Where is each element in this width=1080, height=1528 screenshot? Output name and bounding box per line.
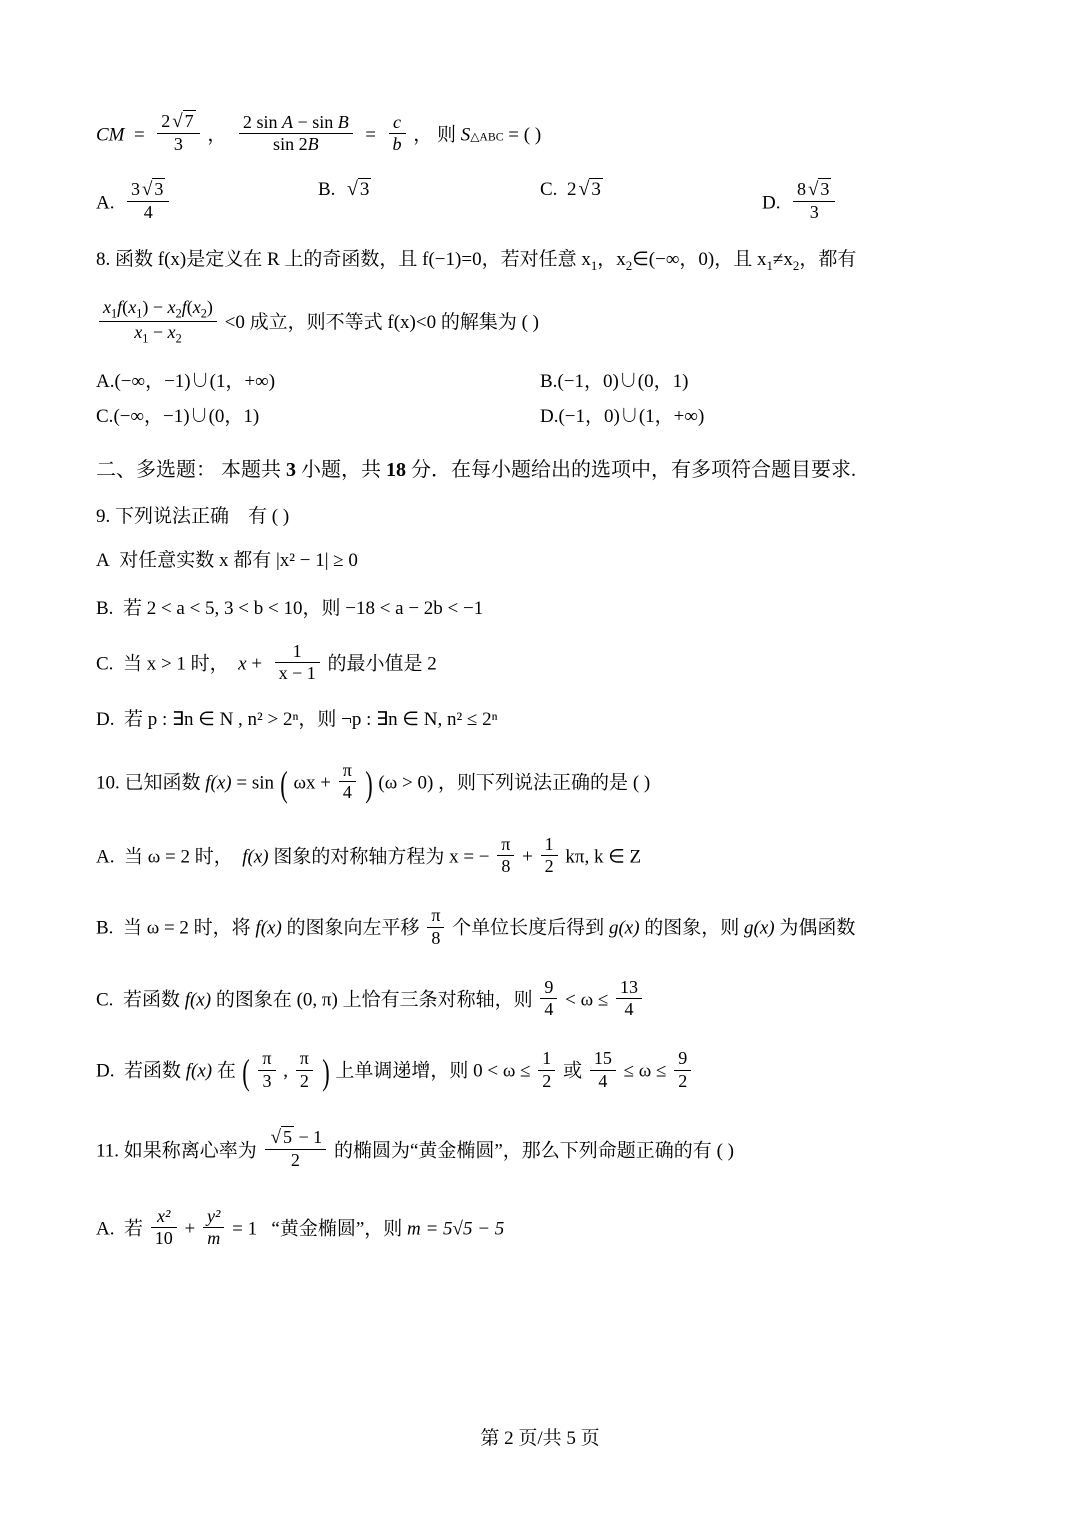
q10-stem-eq: = sin xyxy=(236,772,275,794)
q9-number: 9. xyxy=(96,505,111,527)
q10-option-b-gx: g(x) xyxy=(608,917,640,939)
q7-area-subscript: △ABC xyxy=(470,130,504,144)
q9-option-b-text: 若 2 < a < 5, 3 < b < 10，则 −18 < a − 2b < −1 xyxy=(122,597,484,619)
q9-option-b[interactable] xyxy=(96,594,984,623)
q8-options-row-2 xyxy=(96,401,984,428)
q11-answer-blank: ( ) xyxy=(716,1140,734,1162)
q8-stem-text-2: ，x xyxy=(597,249,626,271)
q7-ratio-fraction: $\frac{\text{2 sin A − sin B}}{\sin 2B}$ xyxy=(239,112,353,156)
q8-option-b-text: (−1，0)∪(0，1) xyxy=(557,370,689,392)
q7-option-c-tag: C. xyxy=(540,178,558,200)
q10-option-a-f2-num: 1 xyxy=(541,834,558,856)
q10-option-d-f2-num: 15 xyxy=(590,1048,616,1070)
q8-option-d[interactable] xyxy=(540,401,984,428)
q10-option-c-tag: C. xyxy=(96,989,114,1011)
q10-option-a-f1-den: 8 xyxy=(501,856,511,877)
q10-option-d-or: 或 xyxy=(563,1060,583,1082)
q11-option-a-f1-num: x² xyxy=(151,1206,177,1228)
q8-sub-2: 2 xyxy=(625,258,633,274)
q9-option-c-post: 的最小值是 2 xyxy=(327,653,437,675)
q7-cm-label: CM xyxy=(96,124,125,146)
q9-option-c-tag: C. xyxy=(96,653,114,675)
q10-option-a-fx: f(x) xyxy=(242,846,269,868)
q8-stem-text-5: ，都有 xyxy=(799,249,857,271)
q8-sub-1: 1 xyxy=(590,258,598,274)
q8-option-a[interactable] xyxy=(96,366,540,393)
q10-option-c-interval: (0, π) xyxy=(296,989,338,1011)
section-2-body-3: 分．在每小题给出的选项中，有多项符合题目要求. xyxy=(406,458,856,481)
q8-stem-text-1: 函数 f(x)是定义在 R 上的奇函数，且 f(−1)=0，若对任意 x xyxy=(115,249,591,271)
q11-option-a-f2-num: y² xyxy=(203,1206,224,1228)
q11-option-a-eq: = 1 xyxy=(232,1218,258,1240)
q7-stem-line: CM = $\frac{2 √ 7}{3}$ ， $\frac{\text{2 sin A − sin B}}{\sin 2B}$ = $\frac{c}{b}$ ， 则 S△ABC = ( ) xyxy=(96,111,542,155)
q10-option-b-mid: 的图象向左平移 xyxy=(286,917,420,939)
q10-stem: 10. 已知函数 f(x) = sin ( ωx + $\frac{\pi}{4}$ ) (ω > 0) ，则下列说法正确的是 ( ) xyxy=(96,760,651,804)
q9-stem-text: 下列说法正确 有 xyxy=(115,505,268,527)
q9-stem xyxy=(96,502,984,532)
q8-number: 8. xyxy=(96,249,111,271)
q10-option-a[interactable] xyxy=(96,834,984,878)
q9-option-c-fraction: $\frac{1}{x - 1}$ xyxy=(275,641,320,685)
q10-option-a-tail: kπ, k ∈ Z xyxy=(565,846,642,868)
q10-stem-cond: (ω > 0) xyxy=(378,772,434,794)
q9-option-a-text: 对任意实数 x 都有 |x² − 1| ≥ 0 xyxy=(119,550,358,572)
q10-option-d-rel: ≤ ω ≤ xyxy=(623,1060,667,1082)
q10-option-b-gx2: g(x) xyxy=(744,917,775,939)
q11-option-a-f2-den: m xyxy=(207,1227,221,1248)
q10-option-d-f2-den: 4 xyxy=(598,1070,608,1091)
page-footer: 第 2 页/共 5 页 xyxy=(480,1428,600,1449)
q10-option-b-tag: B. xyxy=(96,917,114,939)
q11-stem-pre: 如果称离心率为 xyxy=(123,1140,257,1162)
q8-option-c-tag: C. xyxy=(96,405,114,427)
section-2-count: 3 xyxy=(286,458,296,481)
q10-option-c-fx: f(x) xyxy=(184,989,212,1011)
q10-option-d-pre: 若函数 xyxy=(123,1060,181,1082)
q10-option-b-fx: f(x) xyxy=(255,917,282,939)
q8-stem-line-2 xyxy=(96,297,984,346)
q10-answer-blank: ( ) xyxy=(632,772,651,794)
q10-option-a-plus: + xyxy=(522,846,533,868)
q10-option-d-i2-num: π xyxy=(296,1048,313,1070)
q11-stem-post: 的椭圆为“黄金椭圆”，那么下列命题正确的有 xyxy=(333,1140,712,1162)
q7-option-b-tag: B. xyxy=(318,178,336,200)
q7-options xyxy=(96,178,984,224)
q7-then-label: 则 xyxy=(437,124,457,146)
q10-option-a-tag: A. xyxy=(96,846,115,868)
q10-stem-frac-den: 4 xyxy=(342,782,352,803)
q7-answer-blank: ( ) xyxy=(523,124,542,146)
q9-answer-blank: ( ) xyxy=(271,505,290,527)
q8-option-b-tag: B. xyxy=(540,370,558,392)
q8-options-row-1 xyxy=(96,366,984,393)
q10-option-b[interactable] xyxy=(96,905,984,949)
q7-option-d[interactable]: D. $\frac{8 √ 3}{3}$ xyxy=(762,178,984,224)
q10-option-c-f1-num: 9 xyxy=(540,977,557,999)
q7-option-a-tag: A. xyxy=(96,192,115,214)
q8-option-c-text: (−∞，−1)∪(0，1) xyxy=(113,405,260,427)
question-10 xyxy=(96,760,984,1092)
q10-stem-post: ，则下列说法正确的是 xyxy=(438,772,629,794)
q8-difference-quotient: $\frac{x_1f(x_1) - x_2f(x_2)}{x_1 - x_2}$ xyxy=(99,297,217,346)
q10-option-c-rel: < ω ≤ xyxy=(565,989,609,1011)
q10-option-d-mid2: 上单调递增，则 0 < ω ≤ xyxy=(335,1060,531,1082)
q10-option-b-mid2: 个单位长度后得到 xyxy=(452,917,605,939)
q11-option-a-tag: A. xyxy=(96,1218,115,1240)
q8-sub-4: 2 xyxy=(792,258,800,274)
q10-stem-frac-num: π xyxy=(339,760,356,782)
q10-stem-inner: ωx + xyxy=(293,772,332,794)
q8-option-a-tag: A. xyxy=(96,370,115,392)
q10-option-d-f1-den: 2 xyxy=(542,1070,552,1091)
section-2-heading xyxy=(96,454,984,486)
q11-option-a-m: m = 5√5 − 5 xyxy=(407,1218,505,1240)
q10-option-c-f1-den: 4 xyxy=(544,999,554,1020)
q10-number: 10. xyxy=(96,772,120,794)
q7-cm-fraction: $\frac{2 √ 7}{3}$ xyxy=(157,110,199,156)
q10-option-b-f-num: π xyxy=(427,905,444,927)
q11-number: 11. xyxy=(96,1140,120,1162)
question-11 xyxy=(96,1126,984,1249)
q9-option-d[interactable] xyxy=(96,705,984,734)
q10-option-d-f3-den: 2 xyxy=(678,1070,688,1091)
q7-area-symbol: S xyxy=(460,124,471,146)
q7-option-a[interactable]: A. $\frac{3 √ 3}{4}$ xyxy=(96,178,318,224)
q10-option-d-mid: 在 xyxy=(216,1060,236,1082)
q10-option-d[interactable]: D. 若函数 f(x) 在 ( $\frac{\pi}{3}$ , $\frac{\pi}{2}$ ) 上单调递增，则 0 < ω ≤ $\frac{1}{2}$ 或 $\frac{15}{4}$ ≤ ω ≤ $\frac{9}{2}$ xyxy=(96,1048,984,1092)
q10-option-c-f2-den: 4 xyxy=(624,999,634,1020)
q10-option-b-mid3: 的图象，则 xyxy=(644,917,740,939)
q8-option-a-text: (−∞，−1)∪(1，+∞) xyxy=(114,370,276,392)
q10-option-d-i2-den: 2 xyxy=(299,1070,309,1091)
q10-option-d-f1-num: 1 xyxy=(538,1048,555,1070)
q10-option-d-i1-num: π xyxy=(258,1048,275,1070)
q10-option-b-f-den: 8 xyxy=(431,927,441,948)
q7-option-d-tag: D. xyxy=(762,192,781,214)
q8-stem-text-4: ≠x xyxy=(772,249,793,271)
q10-option-b-pre: 当 ω = 2 时，将 xyxy=(122,917,251,939)
q10-option-a-f2-den: 2 xyxy=(544,856,554,877)
q9-option-a-tag: A xyxy=(96,550,110,572)
q7-equals: = xyxy=(508,124,520,146)
q11-option-a-mid: “黄金椭圆”，则 xyxy=(271,1218,403,1240)
q8-stem-line-1 xyxy=(96,245,984,276)
q10-stem-fx: f(x) xyxy=(205,772,232,794)
question-7-tail xyxy=(96,110,984,223)
q8-option-b[interactable] xyxy=(540,366,984,393)
q8-option-d-tag: D. xyxy=(540,405,559,427)
section-2-prefix: 二、多选题： xyxy=(96,458,216,481)
q10-option-a-pre: 当 ω = 2 时， xyxy=(123,846,233,868)
q10-option-c-pre: 若函数 xyxy=(122,989,180,1011)
q9-option-d-text: 若 p : ∃n ∈ N , n² > 2ⁿ，则 ¬p : ∃n ∈ N, n² ≤ 2ⁿ xyxy=(123,708,498,730)
question-9 xyxy=(96,502,984,734)
q11-stem xyxy=(96,1126,984,1172)
q10-option-a-mid: 图象的对称轴方程为 x = − xyxy=(273,846,490,868)
q8-answer-blank: ( ) xyxy=(521,311,539,333)
q11-eccentricity-fraction: $\frac{√ 5 - 1}{2}$ xyxy=(265,1126,327,1172)
q10-option-d-f3-num: 9 xyxy=(674,1048,691,1070)
section-2-body-2: 小题，共 xyxy=(296,458,386,481)
q8-stem-text-6: <0 成立，则不等式 f(x)<0 的解集为 xyxy=(224,311,517,333)
q10-stem-pre: 已知函数 xyxy=(124,772,201,794)
q10-option-d-fx: f(x) xyxy=(185,1060,213,1082)
q9-option-c-pre: 当 x > 1 时， xyxy=(122,653,229,675)
q9-option-b-tag: B. xyxy=(96,597,114,619)
q10-option-c[interactable] xyxy=(96,977,984,1021)
q9-option-d-tag: D. xyxy=(96,708,115,730)
question-8 xyxy=(96,245,984,428)
q10-option-a-f1-num: π xyxy=(497,834,514,856)
q11-option-a-f1-den: 10 xyxy=(154,1227,173,1248)
section-2-score: 18 xyxy=(386,458,406,481)
q11-option-a-pre: 若 xyxy=(123,1218,143,1240)
q7-option-c[interactable]: C. 2 √ 3 xyxy=(540,177,601,200)
q8-sub-3: 1 xyxy=(766,258,773,274)
q10-option-c-f2-num: 13 xyxy=(616,977,642,999)
section-2-body-1: 本题共 xyxy=(221,458,286,481)
q10-option-b-tail: 为偶函数 xyxy=(779,917,856,939)
q7-option-b[interactable]: B. √ 3 xyxy=(318,177,370,200)
q11-option-a-plus: + xyxy=(184,1218,196,1240)
q10-option-c-mid2: 上恰有三条对称轴，则 xyxy=(342,989,533,1011)
q7-ratio-rhs: $\frac{c}{b}$ xyxy=(389,112,406,156)
q10-option-c-mid: 的图象在 xyxy=(215,989,292,1011)
q11-option-a[interactable] xyxy=(96,1206,984,1250)
q9-option-a[interactable] xyxy=(96,546,984,575)
q10-option-d-i1-den: 3 xyxy=(262,1070,272,1091)
q9-option-c[interactable]: C. 当 x > 1 时， x + $\frac{1}{x - 1}$ 的最小值是 2 xyxy=(96,641,437,684)
q10-option-d-tag: D. xyxy=(96,1060,115,1082)
q8-option-d-text: (−1，0)∪(1，+∞) xyxy=(558,405,705,427)
q8-stem-text-3: ∈(−∞，0)，且 x xyxy=(632,249,767,271)
q8-option-c[interactable] xyxy=(96,401,540,428)
